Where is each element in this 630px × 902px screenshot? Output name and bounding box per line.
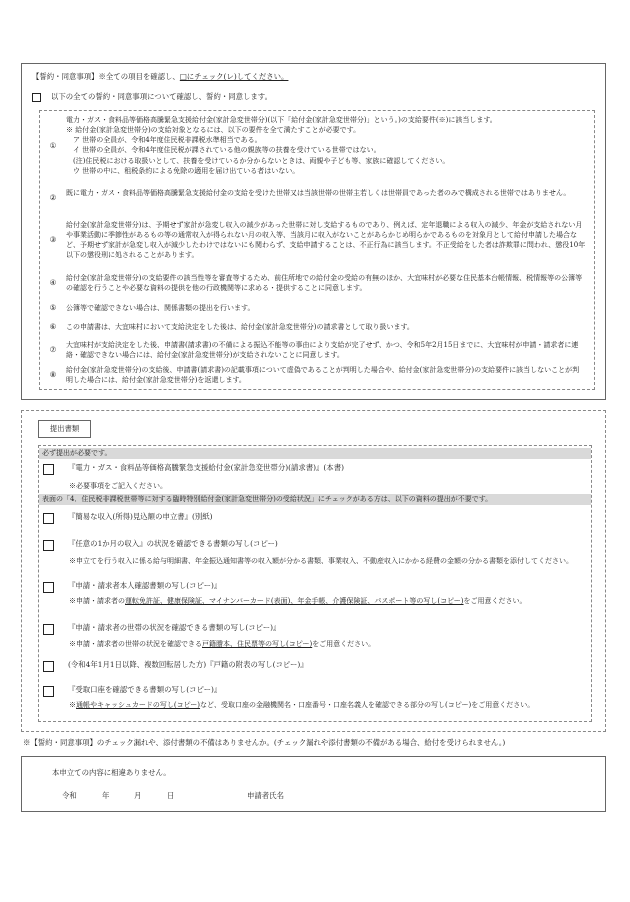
doc-row-3[interactable]: 『任意の1か月の収入』の状況を確認できる書類の写し(コピー) — [43, 539, 278, 551]
agree-all-row[interactable] — [32, 92, 272, 103]
check-reminder-note: ※【誓約・同意事項】のチェック漏れや、添付書類の不備はありませんか。(チェック漏れや添付書類の不備がある場合、給付を受けられません。) — [23, 738, 506, 747]
doc-row-5[interactable]: 『申請・請求者の世帯の状況を確認できる書類の写し(コピー)』 — [43, 623, 280, 635]
doc-row-7[interactable]: 『受取口座を確認できる書類の写し(コピー)』 — [43, 685, 221, 697]
declaration-section — [21, 756, 606, 812]
doc-sub-5: ※申請・請求者の世帯の状況を確認できる戸籍謄本、住民票等の写し(コピー)をご用意ください。 — [69, 640, 376, 648]
agreement-item-2: ② 既に電力・ガス・食料品等価格高騰緊急支援給付金の支給を受けた世帯又は当該世帯の世帯主若しくは世帯員であった者のみで構成される世帯ではありません。 — [49, 189, 571, 202]
agreement-item-5: ⑤ 公簿等で確認できない場合は、関係書類の提出を行います。 — [49, 303, 255, 312]
doc-row-1[interactable]: 『電力・ガス・食料品等価格高騰緊急支援給付金(家計急変世帯分)(請求書)』(本書) — [43, 463, 344, 475]
year-label: 年 — [102, 791, 110, 800]
agreement-section — [21, 63, 606, 400]
agreement-item-8: ⑧ 給付金(家計急変世帯分)の支給後、申請書(請求書)の記載事項について虚偽であることが判明した場合や、給付金(家計急変世帯分)の支給要件に該当しないことが判明した場合には、給付金(家計急変世帯分)を返還します。 — [49, 366, 580, 385]
declaration-text: 本申立ての内容に相違ありません。 — [52, 768, 171, 777]
documents-section — [21, 410, 606, 732]
doc-checkbox-3[interactable] — [43, 540, 54, 551]
doc-checkbox-1[interactable] — [43, 464, 54, 475]
day-label: 日 — [167, 791, 175, 800]
doc-checkbox-5[interactable] — [43, 624, 54, 635]
era-label: 令和 — [62, 791, 77, 800]
agreement-header: 【誓約・同意事項】※全ての項目を確認し、□にチェック(レ)してください。 — [32, 72, 289, 81]
doc-sub-4: ※申請・請求者の運転免許証、健康保険証、マイナンバーカード(表面)、年金手帳、介護保険証、パスポート等の写し(コピー)をご用意ください。 — [69, 597, 527, 605]
doc-row-6[interactable]: (令和4年1月1日以降、複数回転居した方)『戸籍の附表の写し(コピー)』 — [43, 660, 308, 672]
doc-row-2[interactable]: 『簡易な収入(所得)見込額の申立書』(別紙) — [43, 512, 213, 524]
doc-checkbox-6[interactable] — [43, 661, 54, 672]
required-band: 必ず提出が必要です。 — [39, 448, 591, 459]
agreement-item-1: ① 電力・ガス・食料品等価格高騰緊急支援給付金(家計急変世帯分)(以下「給付金(家計急変世帯分)」という。)の支給要件(※)に該当します。 ※ 給付金(家計急変世帯分)の支給対象となるには、以下の要件を全て満たすことが必要です。 ア 世帯の全員が、令和4年度住民税非課税水準相当である。 イ 世帯の全員が、令和4年度住民税が課されている他の親族等の扶養を受けている世帯ではない。 (注)住民税における取扱いとして、扶養を受けているか分からないときは、両親や子ども等、家族に確認してください。 ウ 世帯の中に、租税条約による免除の適用を届け出ている者はいない。 — [49, 116, 497, 175]
agree-all-checkbox[interactable] — [32, 93, 41, 102]
exemption-band: 表面の「4．住民税非課税世帯等に対する臨時特別給付金(家計急変世帯分)の受給状況」にチェックがある方は、以下の資料の提出が不要です。 — [39, 494, 591, 505]
agreement-item-3: ③ 給付金(家計急変世帯分)は、予期せず家計が急変し収入の減少があった世帯に対し支給するものであり、例えば、定年退職による収入の減少、年金が支給されない月や事業活動に季節性があるもの等の通常収入が得られない月の収入等、当該月に収入がないことがあらかじめ明らかであるものを対象月として給付申請した場合など、予期せず家計が急変し収入が減少したわけではないにも関わらず、支給申請することは、不正行為に該当します。不正受給をした者は詐欺罪に問われ、懲役10年以下の懲役刑に処されることがあります。 — [49, 221, 586, 260]
doc-row-4[interactable]: 『申請・請求者本人確認書類の写し(コピー)』 — [43, 581, 221, 593]
doc-sub-7: ※通帳やキャッシュカードの写し(コピー)など、受取口座の金融機関名・口座番号・口座名義人を確認できる部分の写し(コピー)をご用意ください。 — [69, 701, 535, 709]
agreement-item-4: ④ 給付金(家計急変世帯分)の支給要件の該当性等を審査等するため、前住所地での給付金の受給の有無のほか、大宜味村が必要な住民基本台帳情報、税情報等の公簿等の確認を行うことや必要な資料の提供を他の行政機関等に求める・提供することに同意します。 — [49, 274, 583, 293]
agreement-item-7: ⑦ 大宜味村が支給決定をした後、申請書(請求書)の不備による振込不能等の事由により支給が完了せず、かつ、令和5年2月15日までに、大宜味村が申請・請求者に連絡・確認できない場合には、給付金(家計急変世帯分)が支給されないことに同意します。 — [49, 341, 579, 360]
agreement-item-6: ⑥ この申請書は、大宜味村において支給決定をした後は、給付金(家計急変世帯分)の請求書として取り扱います。 — [49, 322, 414, 331]
doc-checkbox-2[interactable] — [43, 513, 54, 524]
doc-sub-1: ※必要事項をご記入ください。 — [69, 482, 167, 490]
month-label: 月 — [134, 791, 142, 800]
doc-checkbox-7[interactable] — [43, 686, 54, 697]
documents-list — [38, 445, 592, 722]
agree-all-label: 以下の全ての誓約・同意事項について確認し、誓約・同意します。 — [51, 92, 272, 101]
doc-sub-3: ※申立てを行う収入に係る給与明細書、年金振込通知書等の収入額が分かる書類、事業収入、不動産収入にかかる経費の金額の分かる書類を添付してください。 — [69, 557, 573, 565]
agreement-items-box — [39, 110, 595, 390]
applicant-name-label: 申請者氏名 — [247, 791, 284, 800]
documents-tag: 提出書類 — [38, 420, 91, 438]
doc-checkbox-4[interactable] — [43, 582, 54, 593]
